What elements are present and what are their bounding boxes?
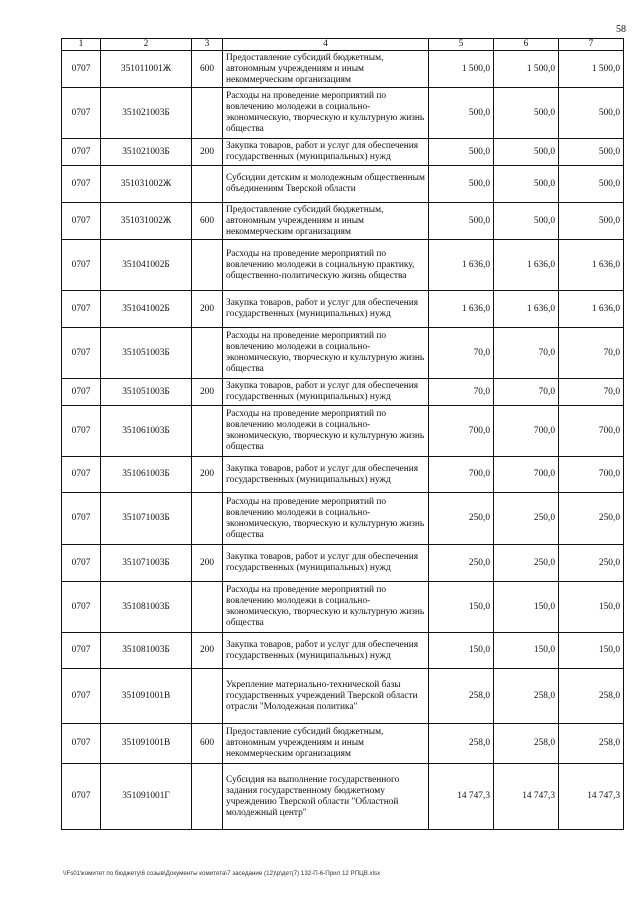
section-code-cell: 0707	[62, 166, 101, 203]
amount-col6-cell: 258,0	[494, 669, 559, 724]
section-code-cell: 0707	[62, 88, 101, 139]
amount-col5-cell: 150,0	[429, 582, 494, 633]
article-code-cell: 351081003Б	[101, 633, 192, 669]
article-code-cell: 351021003Б	[101, 88, 192, 139]
footer-file-path: \\Fs01\комитет по бюджету\6 созыв\Документы комитета\7 заседание (12)\р\дет(7) 132-П-6-Прил 12 РПЦВ.xlsx	[63, 870, 381, 877]
item-name-cell: Закупка товаров, работ и услуг для обеспечения государственных (муниципальных) нужд	[223, 633, 429, 669]
expense-type-cell: 600	[192, 203, 223, 240]
item-name-cell: Закупка товаров, работ и услуг для обеспечения государственных (муниципальных) нужд	[223, 139, 429, 166]
amount-col7-cell: 1 636,0	[559, 240, 624, 291]
amount-col6-cell: 250,0	[494, 493, 559, 545]
section-code-cell: 0707	[62, 139, 101, 166]
expense-type-cell: 200	[192, 457, 223, 493]
item-name-cell: Предоставление субсидий бюджетным, автономным учреждениям и иным некоммерческим организациям	[223, 51, 429, 88]
amount-col6-cell: 258,0	[494, 724, 559, 764]
article-code-cell: 351091001Г	[101, 764, 192, 830]
amount-col7-cell: 1 636,0	[559, 291, 624, 328]
item-name-cell: Предоставление субсидий бюджетным, автономным учреждениям и иным некоммерческим организациям	[223, 724, 429, 764]
article-code-cell: 351051003Б	[101, 328, 192, 379]
section-code-cell: 0707	[62, 240, 101, 291]
expense-type-cell: 600	[192, 51, 223, 88]
amount-col7-cell: 500,0	[559, 203, 624, 240]
expense-type-cell	[192, 328, 223, 379]
expense-type-cell: 200	[192, 139, 223, 166]
amount-col5-cell: 500,0	[429, 166, 494, 203]
section-code-cell: 0707	[62, 582, 101, 633]
column-header: 4	[223, 39, 429, 51]
amount-col7-cell: 70,0	[559, 379, 624, 406]
amount-col6-cell: 500,0	[494, 88, 559, 139]
section-code-cell: 0707	[62, 669, 101, 724]
amount-col6-cell: 1 636,0	[494, 240, 559, 291]
table-row	[62, 139, 624, 166]
amount-col6-cell: 250,0	[494, 545, 559, 582]
expense-type-cell	[192, 669, 223, 724]
expense-type-cell	[192, 88, 223, 139]
amount-col7-cell: 700,0	[559, 406, 624, 457]
amount-col6-cell: 500,0	[494, 203, 559, 240]
amount-col5-cell: 258,0	[429, 724, 494, 764]
table-body	[62, 51, 624, 830]
amount-col7-cell: 1 500,0	[559, 51, 624, 88]
amount-col5-cell: 150,0	[429, 633, 494, 669]
amount-col5-cell: 500,0	[429, 88, 494, 139]
section-code-cell: 0707	[62, 203, 101, 240]
expense-type-cell: 200	[192, 545, 223, 582]
item-name-cell: Предоставление субсидий бюджетным, автономным учреждениям и иным некоммерческим организациям	[223, 203, 429, 240]
article-code-cell: 351041002Б	[101, 291, 192, 328]
item-name-cell: Расходы на проведение мероприятий по вовлечению молодежи в социально-экономическую, творческую и культурную жизнь общества	[223, 328, 429, 379]
table-row	[62, 88, 624, 139]
table-row	[62, 328, 624, 379]
section-code-cell: 0707	[62, 493, 101, 545]
amount-col5-cell: 258,0	[429, 669, 494, 724]
section-code-cell: 0707	[62, 379, 101, 406]
item-name-cell: Расходы на проведение мероприятий по вовлечению молодежи в социально-экономическую, творческую и культурную жизнь общества	[223, 582, 429, 633]
item-name-cell: Закупка товаров, работ и услуг для обеспечения государственных (муниципальных) нужд	[223, 457, 429, 493]
amount-col5-cell: 14 747,3	[429, 764, 494, 830]
article-code-cell: 351091001В	[101, 669, 192, 724]
amount-col6-cell: 70,0	[494, 328, 559, 379]
amount-col7-cell: 150,0	[559, 582, 624, 633]
article-code-cell: 351091001В	[101, 724, 192, 764]
expense-type-cell	[192, 166, 223, 203]
expense-type-cell	[192, 582, 223, 633]
amount-col7-cell: 500,0	[559, 166, 624, 203]
table-header-row	[62, 39, 624, 51]
amount-col5-cell: 700,0	[429, 406, 494, 457]
column-header: 3	[192, 39, 223, 51]
article-code-cell: 351021003Б	[101, 139, 192, 166]
article-code-cell: 351081003Б	[101, 582, 192, 633]
table-row	[62, 291, 624, 328]
expense-type-cell: 200	[192, 633, 223, 669]
expense-type-cell	[192, 240, 223, 291]
column-header: 1	[62, 39, 101, 51]
item-name-cell: Расходы на проведение мероприятий по вовлечению молодежи в социально-экономическую, творческую и культурную жизнь общества	[223, 493, 429, 545]
amount-col6-cell: 150,0	[494, 582, 559, 633]
expense-type-cell	[192, 406, 223, 457]
article-code-cell: 351061003Б	[101, 406, 192, 457]
article-code-cell: 351071003Б	[101, 545, 192, 582]
article-code-cell: 351051003Б	[101, 379, 192, 406]
amount-col6-cell: 700,0	[494, 406, 559, 457]
article-code-cell: 351031002Ж	[101, 203, 192, 240]
table-row	[62, 203, 624, 240]
section-code-cell: 0707	[62, 457, 101, 493]
table-row	[62, 493, 624, 545]
amount-col7-cell: 258,0	[559, 724, 624, 764]
item-name-cell: Укрепление материально-технической базы государственных учреждений Тверской области отрасли "Молодежная политика"	[223, 669, 429, 724]
amount-col6-cell: 14 747,3	[494, 764, 559, 830]
amount-col5-cell: 700,0	[429, 457, 494, 493]
article-code-cell: 351031002Ж	[101, 166, 192, 203]
item-name-cell: Закупка товаров, работ и услуг для обеспечения государственных (муниципальных) нужд	[223, 379, 429, 406]
item-name-cell: Расходы на проведение мероприятий по вовлечению молодежи в социально-экономическую, творческую и культурную жизнь общества	[223, 88, 429, 139]
amount-col6-cell: 150,0	[494, 633, 559, 669]
item-name-cell: Закупка товаров, работ и услуг для обеспечения государственных (муниципальных) нужд	[223, 545, 429, 582]
amount-col5-cell: 1 500,0	[429, 51, 494, 88]
table-row	[62, 764, 624, 830]
table-row	[62, 166, 624, 203]
item-name-cell: Расходы на проведение мероприятий по вовлечению молодежи в социально-экономическую, творческую и культурную жизнь общества	[223, 406, 429, 457]
amount-col7-cell: 14 747,3	[559, 764, 624, 830]
amount-col6-cell: 70,0	[494, 379, 559, 406]
amount-col5-cell: 250,0	[429, 493, 494, 545]
section-code-cell: 0707	[62, 633, 101, 669]
column-header: 2	[101, 39, 192, 51]
table-row	[62, 457, 624, 493]
section-code-cell: 0707	[62, 545, 101, 582]
section-code-cell: 0707	[62, 724, 101, 764]
amount-col5-cell: 1 636,0	[429, 291, 494, 328]
amount-col6-cell: 500,0	[494, 166, 559, 203]
amount-col6-cell: 700,0	[494, 457, 559, 493]
section-code-cell: 0707	[62, 328, 101, 379]
page-number: 58	[616, 24, 626, 35]
item-name-cell: Субсидии детским и молодежным общественным объединениям Тверской области	[223, 166, 429, 203]
amount-col5-cell: 1 636,0	[429, 240, 494, 291]
amount-col5-cell: 70,0	[429, 379, 494, 406]
table-row	[62, 545, 624, 582]
section-code-cell: 0707	[62, 291, 101, 328]
expense-type-cell	[192, 493, 223, 545]
item-name-cell: Закупка товаров, работ и услуг для обеспечения государственных (муниципальных) нужд	[223, 291, 429, 328]
expense-type-cell: 200	[192, 291, 223, 328]
amount-col5-cell: 500,0	[429, 139, 494, 166]
table-row	[62, 633, 624, 669]
expense-type-cell	[192, 764, 223, 830]
item-name-cell: Расходы на проведение мероприятий по вовлечению молодежи в социальную практику, общественно-политическую жизнь общества	[223, 240, 429, 291]
amount-col6-cell: 1 500,0	[494, 51, 559, 88]
amount-col7-cell: 70,0	[559, 328, 624, 379]
article-code-cell: 351071003Б	[101, 493, 192, 545]
table-row	[62, 51, 624, 88]
table-row	[62, 724, 624, 764]
amount-col7-cell: 250,0	[559, 493, 624, 545]
amount-col7-cell: 700,0	[559, 457, 624, 493]
amount-col5-cell: 70,0	[429, 328, 494, 379]
amount-col7-cell: 500,0	[559, 88, 624, 139]
column-header: 7	[559, 39, 624, 51]
expense-type-cell: 200	[192, 379, 223, 406]
article-code-cell: 351061003Б	[101, 457, 192, 493]
item-name-cell: Субсидия на выполнение государственного задания государственному бюджетному учреждению Тверской области "Областной молодежный центр"	[223, 764, 429, 830]
amount-col6-cell: 1 636,0	[494, 291, 559, 328]
table-row	[62, 669, 624, 724]
budget-table	[61, 38, 624, 830]
section-code-cell: 0707	[62, 51, 101, 88]
table-row	[62, 406, 624, 457]
table-row	[62, 240, 624, 291]
table-row	[62, 582, 624, 633]
amount-col7-cell: 250,0	[559, 545, 624, 582]
amount-col7-cell: 258,0	[559, 669, 624, 724]
amount-col7-cell: 150,0	[559, 633, 624, 669]
article-code-cell: 351011001Ж	[101, 51, 192, 88]
section-code-cell: 0707	[62, 406, 101, 457]
amount-col6-cell: 500,0	[494, 139, 559, 166]
column-header: 5	[429, 39, 494, 51]
amount-col7-cell: 500,0	[559, 139, 624, 166]
expense-type-cell: 600	[192, 724, 223, 764]
table-row	[62, 379, 624, 406]
section-code-cell: 0707	[62, 764, 101, 830]
column-header: 6	[494, 39, 559, 51]
amount-col5-cell: 250,0	[429, 545, 494, 582]
article-code-cell: 351041002Б	[101, 240, 192, 291]
amount-col5-cell: 500,0	[429, 203, 494, 240]
